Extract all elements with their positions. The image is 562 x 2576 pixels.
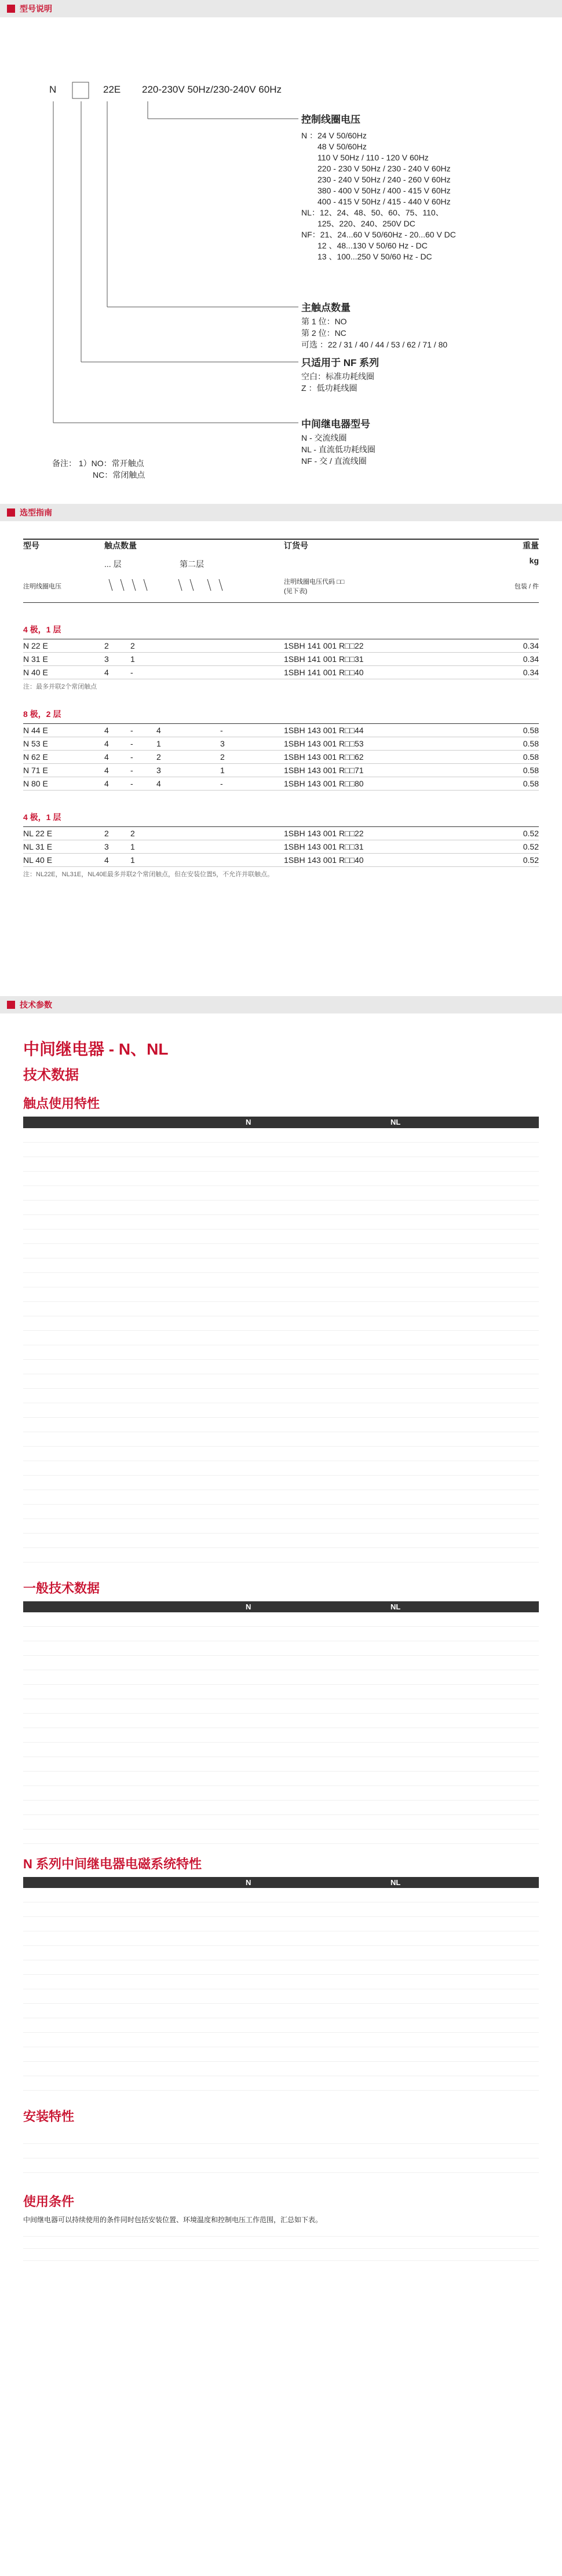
selection-row: N 31 E 3 1 1SBH 141 001 R□□31 0.34 [23,652,539,665]
code-22e: 22E [103,84,121,95]
general-data-area [23,1612,539,1844]
nf-list: 空白：标准功耗线圈 Z ：低功耗线圈 [301,372,374,393]
contact-symbols-layer2 [156,570,284,602]
install-heading: 安装特性 [23,2109,75,2124]
type-desc-notes: 备注： 1）NO：常开触点 NC：常闭触点 [52,459,145,480]
coil-list: N ：24 V 50/60Hz 48 V 50/60Hz 110 V 50Hz / 110 - 120 V 60Hz 220 - 230 V 50Hz / 230 - 240 V 60Hz 230 - 240 V 50Hz / 240 - 260 V 60Hz 380 - 400 V 50Hz / 400 - 415 V 60Hz 400 - 415 V 50Hz / 415 - 440 V 60Hz NL：12、24、48、50、60、75、110、 125、220、240、250V DC NF：21、24...60 V 50/60Hz - 20...60 V DC 12 、48...130 V 50/60 Hz - DC 13 、100...250 V 50/60 Hz - DC [301,131,456,261]
section-icon [7,5,15,13]
selection-table: 型号 触点数量 订货号 重量 ... 层 第二层 kg 注明线圈电压 注明线圈电压代码 □□ (见下表) 包装 / 件 [23,539,539,603]
contact-symbol-icon [104,576,151,594]
general-heading: 一般技术数据 [23,1581,100,1596]
contact-heading: 触点使用特性 [23,1096,100,1111]
contact-data-area [23,1128,539,1568]
section-icon [7,508,15,517]
group-1-title: 4 极，1 层 [23,620,539,639]
coil-title: 控制线圈电压 [301,114,360,125]
selection-table-wrap: 型号 触点数量 订货号 重量 ... 层 第二层 kg 注明线圈电压 注明线圈电压代码 □□ (见下表) 包装 / 件 4 极，1 层 N 22 E 2 2 1SBH 141 001 R□□22 0.34 N 31 E 3 1 1SBH 141 001 R□□31 0.34 N 40 E 4 - 1SBH 141 001 R□□40 0.34 注：最多并联2个常闭触点 8 极，2 层 N 44 E 4 - 4 - 1SBH 143 001 R□□44 0.58 N 53 E 4 - 1 3 1SBH 143 001 R□□53 0.58 N 62 E 4 - 2 2 1SBH 143 001 R□□62 0.58 N 71 E 4 - 3 1 1SBH 143 001 R□□71 0.58 N 80 E 4 - 4 - 1SBH 143 001 R□□80 0.58 4 极，1 层 NL 22 E 2 2 1SBH 143 001 R□□22 0.52 NL 31 E 3 1 1SBH 143 001 R□□31 0.52 NL 40 E 4 1 1SBH 143 001 R□□40 0.52 注：NL22E，NL31E，NL40E最多并联2个常闭触点，但在安装位置5，不允许并联触点。 [0,521,562,996]
use-table [23,2224,539,2271]
selection-header: 选型指南 [0,504,562,521]
tech-header: 技术参数 [0,996,562,1013]
group-2-table [23,724,539,791]
emc-table: N NL [23,1877,539,2096]
tech-subtitle: 技术数据 [23,1067,79,1083]
selection-row: NL 31 E 3 1 1SBH 143 001 R□□31 0.52 [23,840,539,853]
use-intro: 中间继电器可以持续使用的条件同时包括安装位置、环境温度和控制电压工作范围，汇总如下表。 [23,2216,323,2224]
emc-data-area [23,1888,539,2096]
group-1-table [23,639,539,679]
contact-symbols-layer1 [104,570,156,602]
tech-title: 中间继电器 - N、NL [23,1040,169,1058]
selection-row: N 62 E 4 - 2 2 1SBH 143 001 R□□62 0.58 [23,750,539,763]
selection-row: N 44 E 4 - 4 - 1SBH 143 001 R□□44 0.58 [23,724,539,737]
group-3-table [23,827,539,867]
type-desc-lines [0,17,562,458]
group-3-title: 4 极，1 层 [23,808,539,827]
code-n: N [49,84,57,95]
selection-row: N 71 E 4 - 3 1 1SBH 143 001 R□□71 0.58 [23,763,539,777]
type-desc-diagram [0,17,562,466]
general-table: N NL [23,1601,539,1844]
emc-heading: N 系列中间继电器电磁系统特性 [23,1857,202,1871]
selection-row: N 40 E 4 - 1SBH 141 001 R□□40 0.34 [23,665,539,679]
selection-row: N 80 E 4 - 4 - 1SBH 143 001 R□□80 0.58 [23,777,539,790]
selection-row: NL 40 E 4 1 1SBH 143 001 R□□40 0.52 [23,853,539,866]
selection-row: N 53 E 4 - 1 3 1SBH 143 001 R□□53 0.58 [23,737,539,750]
series-list: N - 交流线圈 NL - 直流低功耗线圈 NF - 交 / 直流线圈 [301,433,375,466]
group-2-title: 8 极，2 层 [23,705,539,724]
contact-symbol-icon [156,576,238,594]
series-title: 中间继电器型号 [301,419,370,430]
section-icon [7,1001,15,1009]
install-table [23,2129,539,2182]
contact-list: 第 1 位：NO 第 2 位：NC 可选 ：22 / 31 / 40 / 44 / 53 / 62 / 71 / 80 [301,317,448,349]
install-data-area [23,2129,539,2182]
use-heading: 使用条件 [23,2194,75,2209]
type-desc-header: 型号说明 [0,0,562,17]
contact-title: 主触点数量 [301,302,351,313]
use-data-area [23,2224,539,2271]
selection-row: N 22 E 2 2 1SBH 141 001 R□□22 0.34 [23,639,539,653]
nf-title: 只适用于 NF 系列 [301,357,379,368]
code-voltage: 220-230V 50Hz/230-240V 60Hz [142,84,282,95]
selection-row: NL 22 E 2 2 1SBH 143 001 R□□22 0.52 [23,827,539,840]
contact-table: N NL [23,1117,539,1568]
